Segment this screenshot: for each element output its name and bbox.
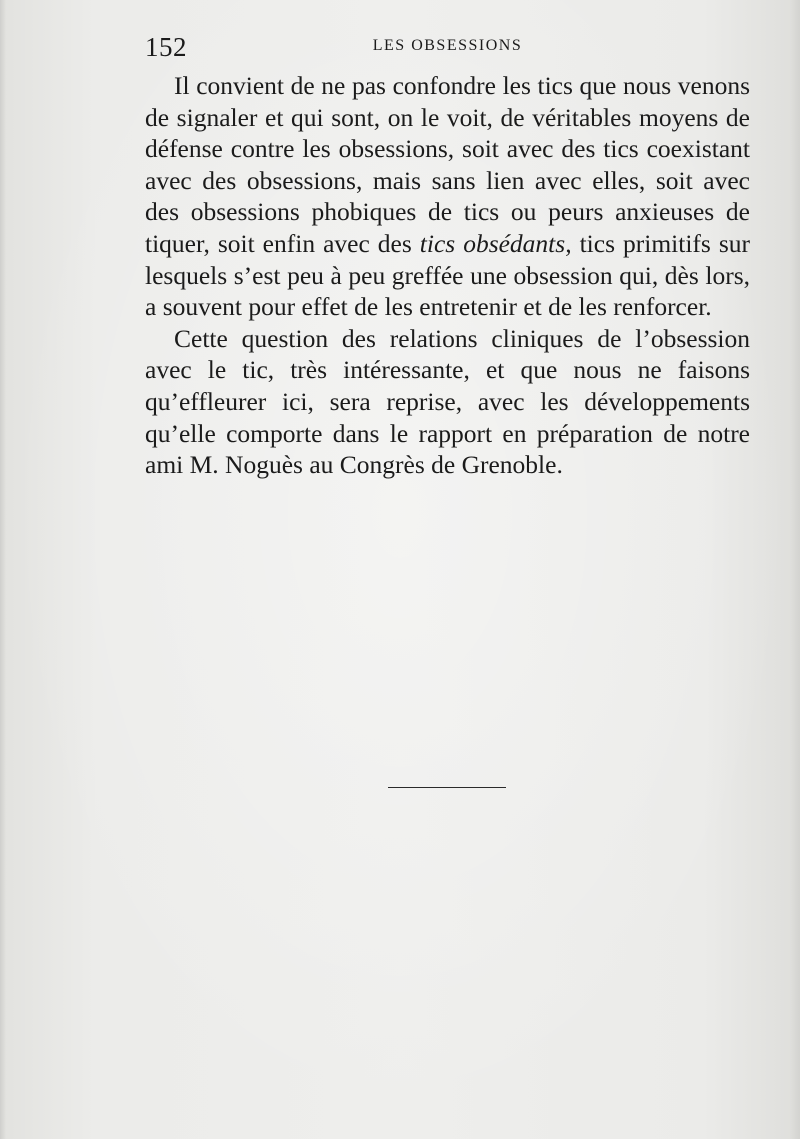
section-end-rule	[388, 787, 506, 788]
running-head	[145, 32, 750, 62]
body-text	[145, 70, 750, 481]
page-right-edge-shadow	[790, 0, 800, 1139]
paragraph-2: Cette question des relations cliniques de l’obsession avec le tic, très intéressante, et que nous ne faisons qu’effleurer ici, sera reprise, avec les développements qu’elle comporte dans le rapport en préparation de notre ami M. Noguès au Congrès de Grenoble.	[145, 323, 750, 480]
page-left-edge-shadow	[0, 0, 6, 1139]
paragraph-1-text-end: tics primitifs sur lesquels s’est peu à peu greffée une obsession qui, dès lors, a souvent pour effet de les entretenir et de les renforcer.	[145, 228, 750, 322]
page-number: 152	[145, 32, 187, 62]
paragraph-1-italic-term: tics obsédants,	[419, 228, 572, 258]
running-title: LES OBSESSIONS	[372, 37, 523, 54]
paragraph-1-text-start: Il convient de ne pas confondre les tics que nous venons de signaler et qui sont, on le voit, de véritables moyens de défense contre les obsessions, soit avec des tics coexistant avec des obsessions, mais sans lien avec elles, soit avec des obsessions phobiques de tics ou peurs anxieuses de tiquer, soit enfin avec des	[145, 71, 750, 258]
paragraph-1	[145, 70, 750, 323]
